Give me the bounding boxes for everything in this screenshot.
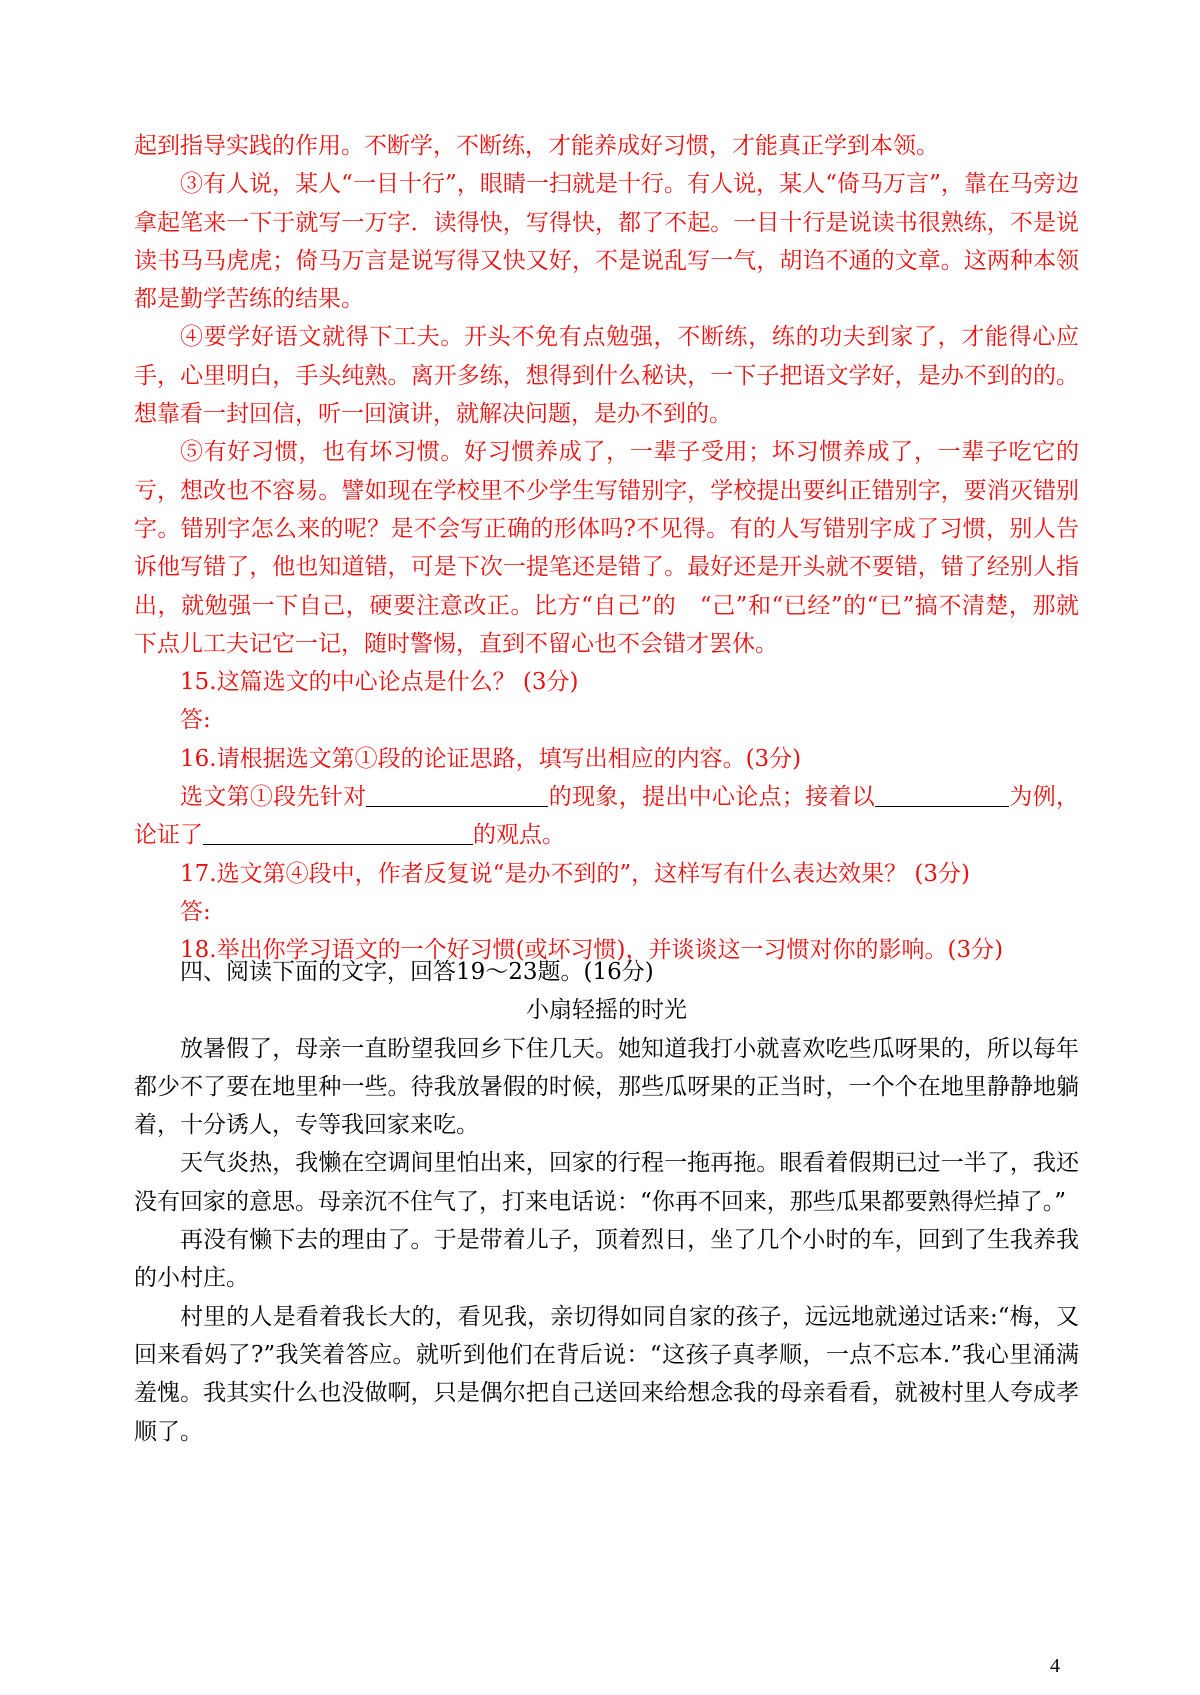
- answer-blank-3[interactable]: [203, 818, 473, 845]
- answer-blank-2[interactable]: [875, 780, 1009, 807]
- section-heading: 四、阅读下面的文字，回答19～23题。(16分): [180, 959, 654, 985]
- article-title: 小扇轻摇的时光: [526, 997, 687, 1024]
- answer-label-15: 答:: [180, 707, 211, 734]
- paragraph-4: ④要学好语文就得下工夫。开头不免有点勉强，不断练，练的功夫到家了，才能得心应手，心里明白，手头纯熟。离开多练，想得到什么秘诀，一下子把语文学好，是办不到的的。想靠看一封回信，听一回演讲，就解决问题，是办不到的。: [134, 324, 1079, 428]
- fill-text-3: 为例，论证了: [134, 784, 1080, 849]
- section-four: [134, 953, 1079, 1451]
- fill-text-1: 选文第①段先针对: [180, 784, 367, 811]
- question-18: 18.举出你学习语文的一个好习惯(或坏习惯)，并谈谈这一习惯对你的影响。(3分): [180, 937, 1004, 964]
- question-17: 17.选文第④段中，作者反复说“是办不到的”，这样写有什么表达效果？ (3分): [180, 860, 970, 887]
- answer-label-17: 答:: [180, 898, 211, 925]
- article-paragraph-3: 再没有懒下去的理由了。于是带着儿子，顶着烈日，坐了几个小时的车，回到了生我养我的小村庄。: [134, 1227, 1079, 1292]
- passage-a: [134, 127, 1079, 970]
- article-paragraph-4: 村里的人是看着我长大的，看见我，亲切得如同自家的孩子，远远地就递过话来:“梅，又回来看妈了?”我笑着答应。就听到他们在背后说：“这孩子真孝顺，一点不忘本.”我心里涌满羞愧。我其实什么也没做啊，只是偶尔把自己送回来给想念我的母亲看看，就被村里人夸成孝顺了。: [134, 1303, 1079, 1445]
- fill-text-4: 的观点。: [473, 822, 565, 849]
- page-number: 4: [1050, 1655, 1060, 1677]
- question-15: 15.这篇选文的中心论点是什么？ (3分): [180, 669, 579, 696]
- answer-blank-1[interactable]: [366, 780, 548, 807]
- paragraph-3: ③有人说，某人“一目十行”，眼睛一扫就是十行。有人说，某人“倚马万言”，靠在马旁边拿起笔来一下于就写一万字．读得快，写得快，都了不起。一目十行是说读书很熟练，不是说读书马马虎虎；倚马万言是说写得又快又好，不是说乱写一气，胡诌不通的文章。这两种本领都是勤学苦练的结果。: [134, 171, 1079, 313]
- article-paragraph-1: 放暑假了，母亲一直盼望我回乡下住几天。她知道我打小就喜欢吃些瓜呀果的，所以每年都少不了要在地里种一些。待我放暑假的时候，那些瓜呀果的正当时，一个个在地里静静地躺着，十分诱人，专等我回家来吃。: [134, 1035, 1079, 1139]
- fill-text-2: 的现象，提出中心论点；接着以: [548, 784, 876, 811]
- article-paragraph-2: 天气炎热，我懒在空调间里怕出来，回家的行程一拖再拖。眼看着假期已过一半了，我还没有回家的意思。母亲沉不住气了，打来电话说：“你再不回来，那些瓜果都要熟得烂掉了。”: [134, 1150, 1079, 1215]
- paragraph-5: ⑤有好习惯，也有坏习惯。好习惯养成了，一辈子受用；坏习惯养成了，一辈子吃它的亏，想改也不容易。譬如现在学校里不少学生写错别字，学校提出要纠正错别字，要消灭错别字。错别字怎么来的呢？是不会写正确的形体吗?不见得。有的人写错别字成了习惯，别人告诉他写错了，他也知道错，可是下次一提笔还是错了。最好还是开头就不要错，错了经别人指出，就勉强一下自己，硬要注意改正。比方“自己”的 “己”和“已经”的“已”搞不清楚，那就下点儿工夫记它一记，随时警惕，直到不留心也不会错才罢休。: [134, 439, 1079, 657]
- passage-line: 起到指导实践的作用。不断学，不断练，才能养成好习惯，才能真正学到本领。: [134, 133, 939, 159]
- question-16-fill: [134, 778, 1079, 855]
- question-16: 16.请根据选文第①段的论证思路，填写出相应的内容。(3分): [180, 745, 802, 772]
